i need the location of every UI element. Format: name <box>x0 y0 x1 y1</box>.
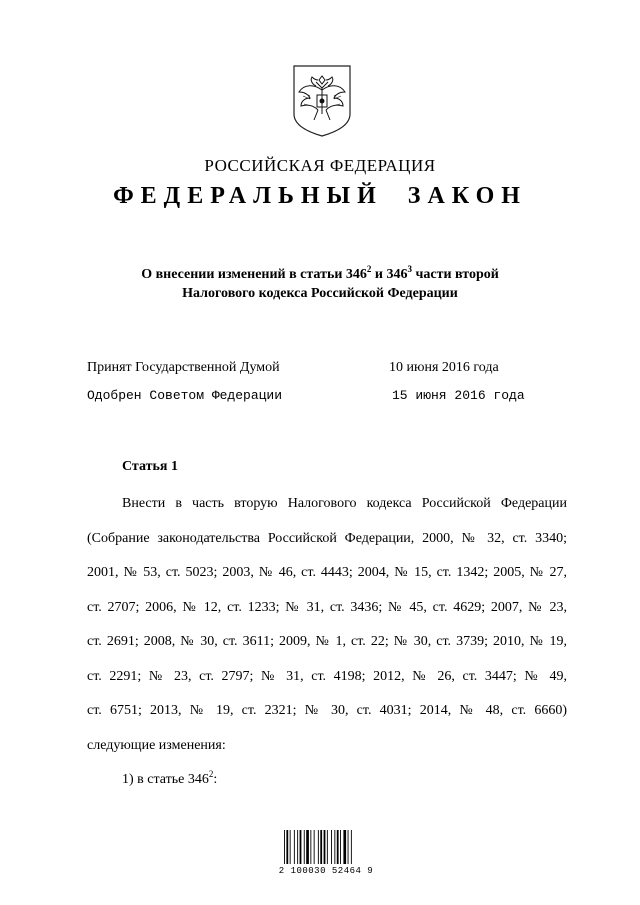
barcode-bar <box>300 830 302 864</box>
title-text-1: О внесении изменений в статьи 346 <box>141 267 367 282</box>
item-text: 1) в статье 346 <box>122 772 209 787</box>
barcode-bar <box>284 830 285 864</box>
paragraph-line: ст. 2291; № 23, ст. 2797; № 31, ст. 4198; 2012, № 26, ст. 3447; № 49, <box>87 668 567 684</box>
country-name: РОССИЙСКАЯ ФЕДЕРАЦИЯ <box>204 156 436 175</box>
council-label: Одобрен Советом Федерации <box>87 388 283 403</box>
barcode-bar <box>306 830 309 864</box>
paragraph-line: следующие изменения: <box>87 737 226 753</box>
barcode-bar <box>320 830 322 864</box>
paragraph-line: ст. 6751; 2013, № 19, ст. 2321; № 30, ст. 4031; 2014, № 48, ст. 6660) <box>87 703 567 718</box>
law-title-line-2: Налогового кодекса Российской Федерации <box>182 286 458 301</box>
barcode-bar <box>327 830 328 864</box>
article-heading: Статья 1 <box>122 459 178 474</box>
barcode-bar <box>318 830 319 864</box>
item-colon: : <box>213 772 218 787</box>
barcode-bar <box>310 830 311 864</box>
title-text-3: части второй <box>412 267 499 282</box>
barcode-bar <box>304 830 305 864</box>
barcode-bar <box>294 830 295 864</box>
barcode-bar <box>331 830 332 864</box>
title-sup-1: 2 <box>366 264 372 274</box>
barcode-bar <box>334 830 335 864</box>
barcode-bar <box>348 830 349 864</box>
duma-label: Принят Государственной Думой <box>87 360 280 375</box>
barcode-number: 2 100030 52464 9 <box>278 866 374 876</box>
paragraph-line: ст. 2707; 2006, № 12, ст. 1233; № 31, ст. 3436; № 45, ст. 4629; 2007, № 23, <box>87 599 567 615</box>
barcode-bar <box>351 830 352 864</box>
article-paragraph <box>87 487 567 763</box>
coat-of-arms-icon <box>290 62 354 138</box>
title-text-2: и 346 <box>371 267 408 282</box>
law-title-line-1 <box>0 265 640 284</box>
barcode-bar <box>343 830 346 864</box>
paragraph-line: 2001, № 53, ст. 5023; 2003, № 46, ст. 4443; 2004, № 15, ст. 1342; 2005, № 27, <box>87 565 567 580</box>
council-date: 15 июня 2016 года <box>392 388 525 403</box>
title-sup-2: 3 <box>407 264 412 274</box>
barcode-bar <box>314 830 315 864</box>
barcode-bar <box>324 830 326 864</box>
barcode-bar <box>297 830 298 864</box>
barcode-bar <box>286 830 288 864</box>
paragraph-line: (Собрание законодательства Российской Федерации, 2000, № 32, ст. 3340; <box>87 530 567 546</box>
item-sup: 2 <box>208 769 214 779</box>
document-type: ФЕДЕРАЛЬНЫЙ ЗАКОН <box>113 183 527 209</box>
barcode-bar <box>340 830 341 864</box>
barcode-bar <box>337 830 339 864</box>
paragraph-line: Внести в часть вторую Налогового кодекса Российской Федерации <box>122 496 567 511</box>
paragraph-line: ст. 2691; 2008, № 30, ст. 3611; 2009, № 1, ст. 22; № 30, ст. 3739; 2010, № 19, <box>87 634 567 649</box>
duma-date: 10 июня 2016 года <box>389 360 499 375</box>
list-item-1 <box>122 769 218 788</box>
barcode-bar <box>290 830 291 864</box>
law-title <box>0 265 640 303</box>
